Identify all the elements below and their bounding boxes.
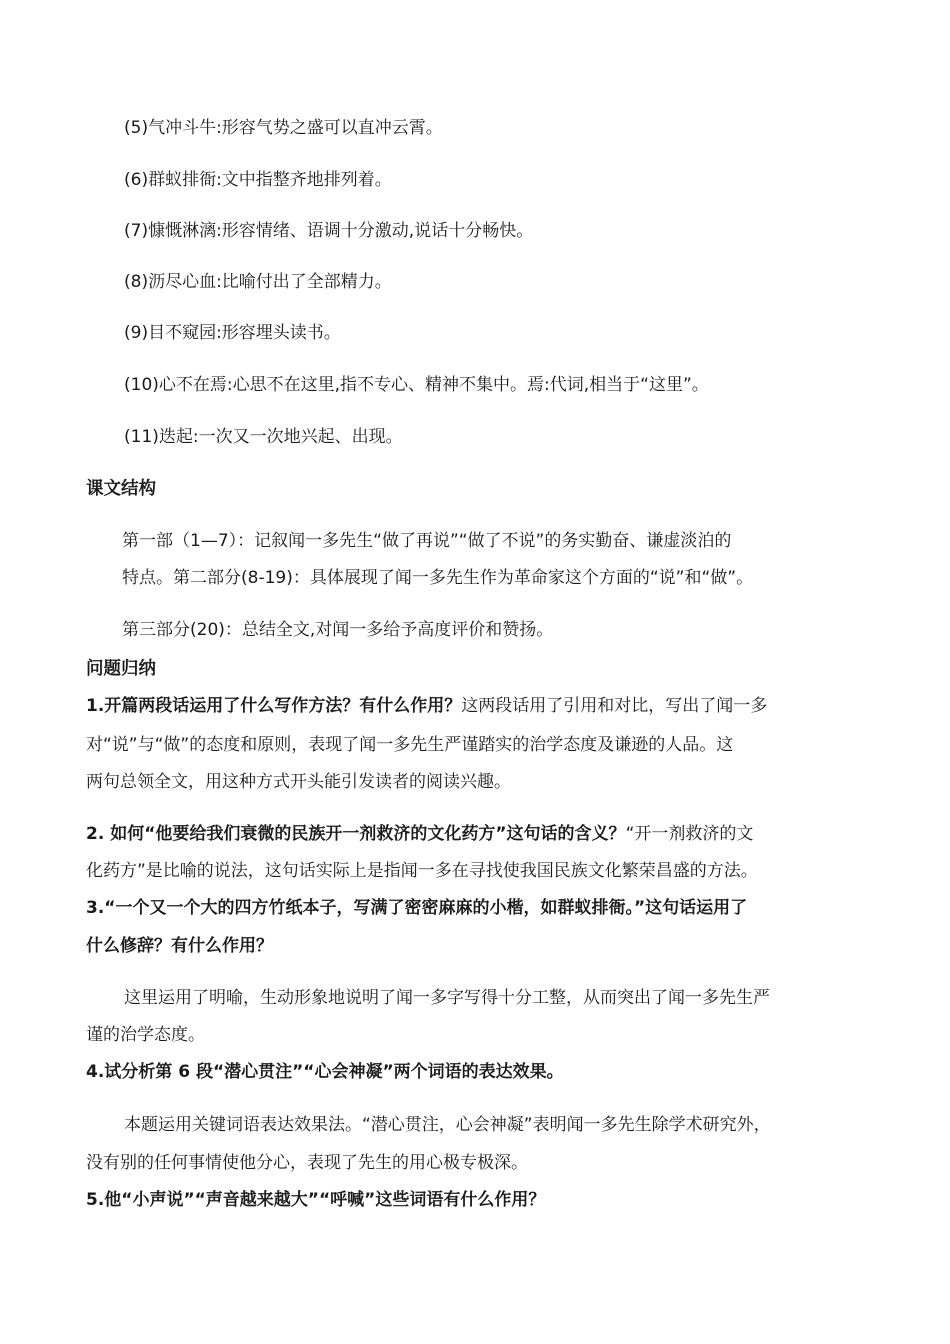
section-heading-structure: 课文结构 — [86, 479, 156, 499]
question-3-line: 什么修辞？有什么作用？ — [86, 936, 273, 956]
question-1 — [86, 694, 767, 718]
structure-line: 第三部分(20)：总结全文,对闻一多给予高度评价和赞扬。 — [122, 620, 554, 640]
definition-item: (8)沥尽心血:比喻付出了全部精力。 — [124, 272, 392, 292]
question-4: 4.试分析第 6 段“潜心贯注”“心会神凝”两个词语的表达效果。 — [86, 1062, 564, 1082]
question-2 — [86, 822, 753, 846]
answer-1-start: 这两段话用了引用和对比，写出了闻一多 — [461, 696, 768, 716]
definition-item: (6)群蚁排衙:文中指整齐地排列着。 — [124, 170, 392, 190]
answer-2-start: “开一剂救济的文 — [625, 824, 754, 844]
question-1-text: 1.开篇两段话运用了什么写作方法？有什么作用？ — [86, 696, 462, 716]
section-heading-questions: 问题归纳 — [86, 659, 156, 679]
definition-item: (11)迭起:一次又一次地兴起、出现。 — [124, 427, 403, 447]
definition-item: (7)慷慨淋漓:形容情绪、语调十分激动,说话十分畅快。 — [124, 221, 534, 241]
answer-line: 谨的治学态度。 — [86, 1025, 205, 1045]
structure-line: 特点。第二部分(8-19)：具体展现了闻一多先生作为革命家这个方面的“说”和“做”。 — [122, 568, 754, 588]
definition-item: (5)气冲斗牛:形容气势之盛可以直冲云霄。 — [124, 118, 443, 138]
structure-line: 第一部（1—7）：记叙闻一多先生“做了再说”“做了不说”的务实勤奋、谦虚淡泊的 — [122, 531, 732, 551]
answer-line: 本题运用关键词语表达效果法。“潜心贯注，心会神凝”表明闻一多先生除学术研究外， — [124, 1115, 771, 1135]
question-2-text: 2. 如何“他要给我们衰微的民族开一剂救济的文化药方”这句话的含义？ — [86, 824, 626, 844]
answer-line: 化药方”是比喻的说法，这句话实际上是指闻一多在寻找使我国民族文化繁荣昌盛的方法。 — [86, 861, 758, 881]
answer-line: 两句总领全文，用这种方式开头能引发读者的阅读兴趣。 — [86, 772, 511, 792]
question-5: 5.他“小声说”“声音越来越大”“呼喊”这些词语有什么作用？ — [86, 1190, 546, 1210]
question-3-line: 3.“一个又一个大的四方竹纸本子，写满了密密麻麻的小楷，如群蚁排衙。”这句话运用了 — [86, 898, 748, 918]
answer-line: 对“说”与“做”的态度和原则，表现了闻一多先生严谨踏实的治学态度及谦逊的人品。这 — [86, 735, 734, 755]
definition-item: (9)目不窥园:形容埋头读书。 — [124, 323, 341, 343]
definition-item: (10)心不在焉:心思不在这里,指不专心、精神不集中。焉:代词,相当于“这里”。 — [124, 375, 709, 395]
answer-line: 这里运用了明喻，生动形象地说明了闻一多字写得十分工整，从而突出了闻一多先生严 — [124, 988, 770, 1008]
answer-line: 没有别的任何事情使他分心，表现了先生的用心极专极深。 — [86, 1153, 528, 1173]
